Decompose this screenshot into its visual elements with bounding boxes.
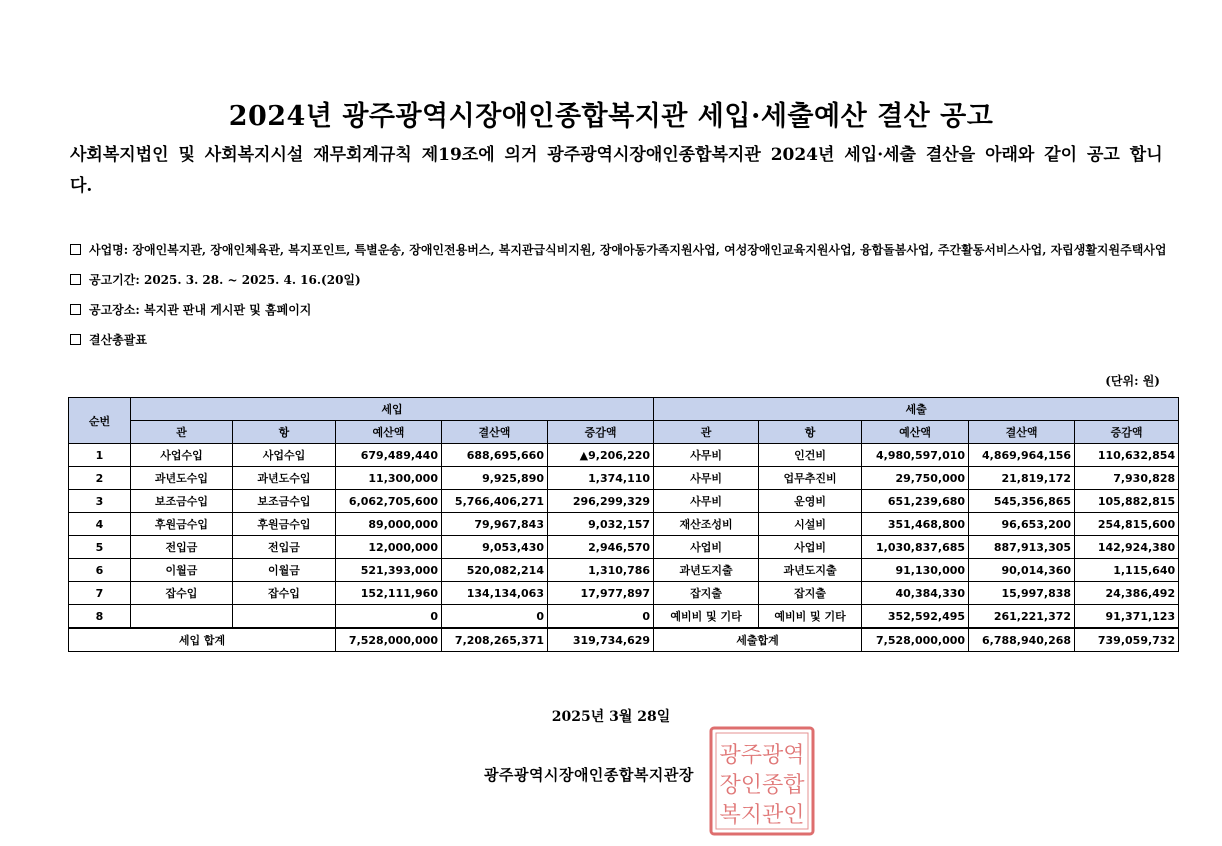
bullet-summary: 결산총괄표: [70, 328, 1170, 352]
group-header-expense: 세출: [654, 398, 1179, 421]
table-body: [69, 444, 1179, 652]
table-cell: 1,115,640: [1075, 559, 1179, 582]
table-cell: 105,882,815: [1075, 490, 1179, 513]
table-cell: 6,062,705,600: [336, 490, 442, 513]
table-cell: 521,393,000: [336, 559, 442, 582]
table-cell: 잡수입: [131, 582, 233, 605]
table-cell: 운영비: [759, 490, 862, 513]
table-cell: 7,930,828: [1075, 467, 1179, 490]
table-row: [69, 444, 1179, 467]
table-cell: 40,384,330: [862, 582, 969, 605]
table-cell: 사업비: [654, 536, 759, 559]
table-cell: 79,967,843: [442, 513, 548, 536]
table-row: [69, 490, 1179, 513]
table-cell: 0: [442, 605, 548, 629]
table-cell: ▲9,206,220: [548, 444, 654, 467]
table-cell: 352,592,495: [862, 605, 969, 629]
table-row: [69, 582, 1179, 605]
seal-text-1: 광주광역: [719, 743, 805, 768]
bullet-business-names: 사업명: 장애인복지관, 장애인체육관, 복지포인트, 특별운송, 장애인전용버스, 복지관급식비지원, 장애아동가족지원사업, 여성장애인교육지원사업, 융합돌봄사업, 주간활동서비스사업, 자립생활지원주택사업: [70, 238, 1170, 262]
column-header: 결산액: [442, 421, 548, 444]
expense-total-value: 739,059,732: [1075, 628, 1179, 652]
table-cell: 8: [69, 605, 131, 629]
unit-label: (단위: 원): [1105, 374, 1160, 388]
table-cell: 전입금: [233, 536, 336, 559]
table-cell: 4,869,964,156: [969, 444, 1075, 467]
table-cell: 후원금수입: [233, 513, 336, 536]
table-cell: 545,356,865: [969, 490, 1075, 513]
table-cell: 잡지출: [759, 582, 862, 605]
announcement-date: 2025년 3월 28일: [551, 709, 671, 725]
table-cell: 9,053,430: [442, 536, 548, 559]
table-cell: 17,977,897: [548, 582, 654, 605]
table-cell: 이월금: [233, 559, 336, 582]
table-cell: 0: [548, 605, 654, 629]
budget-summary-table: [68, 397, 1179, 652]
checkbox-icon: [70, 244, 81, 255]
group-header-income: 세입: [131, 398, 654, 421]
seal-text-2: 장인종합: [719, 773, 805, 798]
table-cell: 296,299,329: [548, 490, 654, 513]
income-total-value: 7,208,265,371: [442, 628, 548, 652]
column-header: 항: [759, 421, 862, 444]
table-cell: 사무비: [654, 444, 759, 467]
table-cell: 29,750,000: [862, 467, 969, 490]
table-cell: 이월금: [131, 559, 233, 582]
table-cell: 인건비: [759, 444, 862, 467]
table-cell: 3: [69, 490, 131, 513]
table-cell: 261,221,372: [969, 605, 1075, 629]
table-cell: 110,632,854: [1075, 444, 1179, 467]
table-cell: 1,374,110: [548, 467, 654, 490]
table-cell: 91,371,123: [1075, 605, 1179, 629]
table-cell: 6: [69, 559, 131, 582]
table-cell: 89,000,000: [336, 513, 442, 536]
table-cell: 1: [69, 444, 131, 467]
table-cell: 4: [69, 513, 131, 536]
table-cell: 잡지출: [654, 582, 759, 605]
table-row: [69, 513, 1179, 536]
table-cell: 재산조성비: [654, 513, 759, 536]
official-seal: [709, 726, 815, 836]
table-cell: 679,489,440: [336, 444, 442, 467]
table-cell: 전입금: [131, 536, 233, 559]
table-cell: 사업비: [759, 536, 862, 559]
table-cell: [131, 605, 233, 629]
table-cell: 후원금수입: [131, 513, 233, 536]
table-cell: 134,134,063: [442, 582, 548, 605]
table-cell: 2,946,570: [548, 536, 654, 559]
table-cell: 사무비: [654, 490, 759, 513]
bullet-list: [70, 238, 1170, 358]
column-header: 관: [654, 421, 759, 444]
column-header-no: 순번: [69, 398, 131, 444]
page-title: 2024년 광주광역시장애인종합복지관 세입·세출예산 결산 공고: [228, 101, 994, 132]
income-total-value: 319,734,629: [548, 628, 654, 652]
table-cell: 보조금수입: [233, 490, 336, 513]
organization-name: 광주광역시장애인종합복지관장: [484, 766, 694, 784]
table-cell: 0: [336, 605, 442, 629]
table-cell: 2: [69, 467, 131, 490]
column-header: 결산액: [969, 421, 1075, 444]
expense-total-value: 7,528,000,000: [862, 628, 969, 652]
table-cell: 4,980,597,010: [862, 444, 969, 467]
table-cell: 688,695,660: [442, 444, 548, 467]
column-header: 관: [131, 421, 233, 444]
table-cell: 90,014,360: [969, 559, 1075, 582]
bullet-location: 공고장소: 복지관 판내 게시판 및 홈페이지: [70, 298, 1170, 322]
table-cell: 사업수입: [131, 444, 233, 467]
table-cell: 업무추진비: [759, 467, 862, 490]
column-header: 예산액: [862, 421, 969, 444]
bullet-period: 공고기간: 2025. 3. 28. ~ 2025. 4. 16.(20일): [70, 268, 1170, 292]
income-total-label: 세입 합계: [69, 628, 336, 652]
table-cell: 12,000,000: [336, 536, 442, 559]
expense-total-label: 세출합계: [654, 628, 862, 652]
table-cell: 9,032,157: [548, 513, 654, 536]
column-header: 증감액: [548, 421, 654, 444]
table-cell: 11,300,000: [336, 467, 442, 490]
table-row: [69, 467, 1179, 490]
table-cell: 5: [69, 536, 131, 559]
table-cell: 91,130,000: [862, 559, 969, 582]
table-row: [69, 605, 1179, 629]
table-cell: 사무비: [654, 467, 759, 490]
table-cell: 351,468,800: [862, 513, 969, 536]
checkbox-icon: [70, 334, 81, 345]
table-cell: 254,815,600: [1075, 513, 1179, 536]
table-cell: 1,030,837,685: [862, 536, 969, 559]
intro-text: 사회복지법인 및 사회복지시설 재무회계규칙 제19조에 의거 광주광역시장애인종합복지관 2024년 세입·세출 결산을 아래와 같이 공고 합니다.: [70, 145, 1163, 196]
table-cell: [233, 605, 336, 629]
table-cell: 1,310,786: [548, 559, 654, 582]
total-row: [69, 628, 1179, 652]
table-cell: 예비비 및 기타: [759, 605, 862, 629]
table-cell: 96,653,200: [969, 513, 1075, 536]
table-cell: 잡수입: [233, 582, 336, 605]
table-cell: 651,239,680: [862, 490, 969, 513]
table-cell: 사업수입: [233, 444, 336, 467]
table-cell: 15,997,838: [969, 582, 1075, 605]
table-cell: 5,766,406,271: [442, 490, 548, 513]
table-cell: 과년도지출: [654, 559, 759, 582]
table-cell: 21,819,172: [969, 467, 1075, 490]
table-cell: 520,082,214: [442, 559, 548, 582]
column-header: 증감액: [1075, 421, 1179, 444]
column-header: 예산액: [336, 421, 442, 444]
column-header: 항: [233, 421, 336, 444]
table-cell: 시설비: [759, 513, 862, 536]
table-cell: 예비비 및 기타: [654, 605, 759, 629]
checkbox-icon: [70, 274, 81, 285]
table-row: [69, 559, 1179, 582]
table-cell: 24,386,492: [1075, 582, 1179, 605]
income-total-value: 7,528,000,000: [336, 628, 442, 652]
table-cell: 7: [69, 582, 131, 605]
table-cell: 152,111,960: [336, 582, 442, 605]
table-cell: 887,913,305: [969, 536, 1075, 559]
table-cell: 보조금수입: [131, 490, 233, 513]
table-cell: 142,924,380: [1075, 536, 1179, 559]
table-cell: 과년도수입: [131, 467, 233, 490]
table-cell: 과년도지출: [759, 559, 862, 582]
expense-total-value: 6,788,940,268: [969, 628, 1075, 652]
table-row: [69, 536, 1179, 559]
table-cell: 과년도수입: [233, 467, 336, 490]
seal-text-3: 복지관인: [719, 803, 805, 828]
table-cell: 9,925,890: [442, 467, 548, 490]
sub-header-row: [69, 421, 1179, 444]
checkbox-icon: [70, 304, 81, 315]
